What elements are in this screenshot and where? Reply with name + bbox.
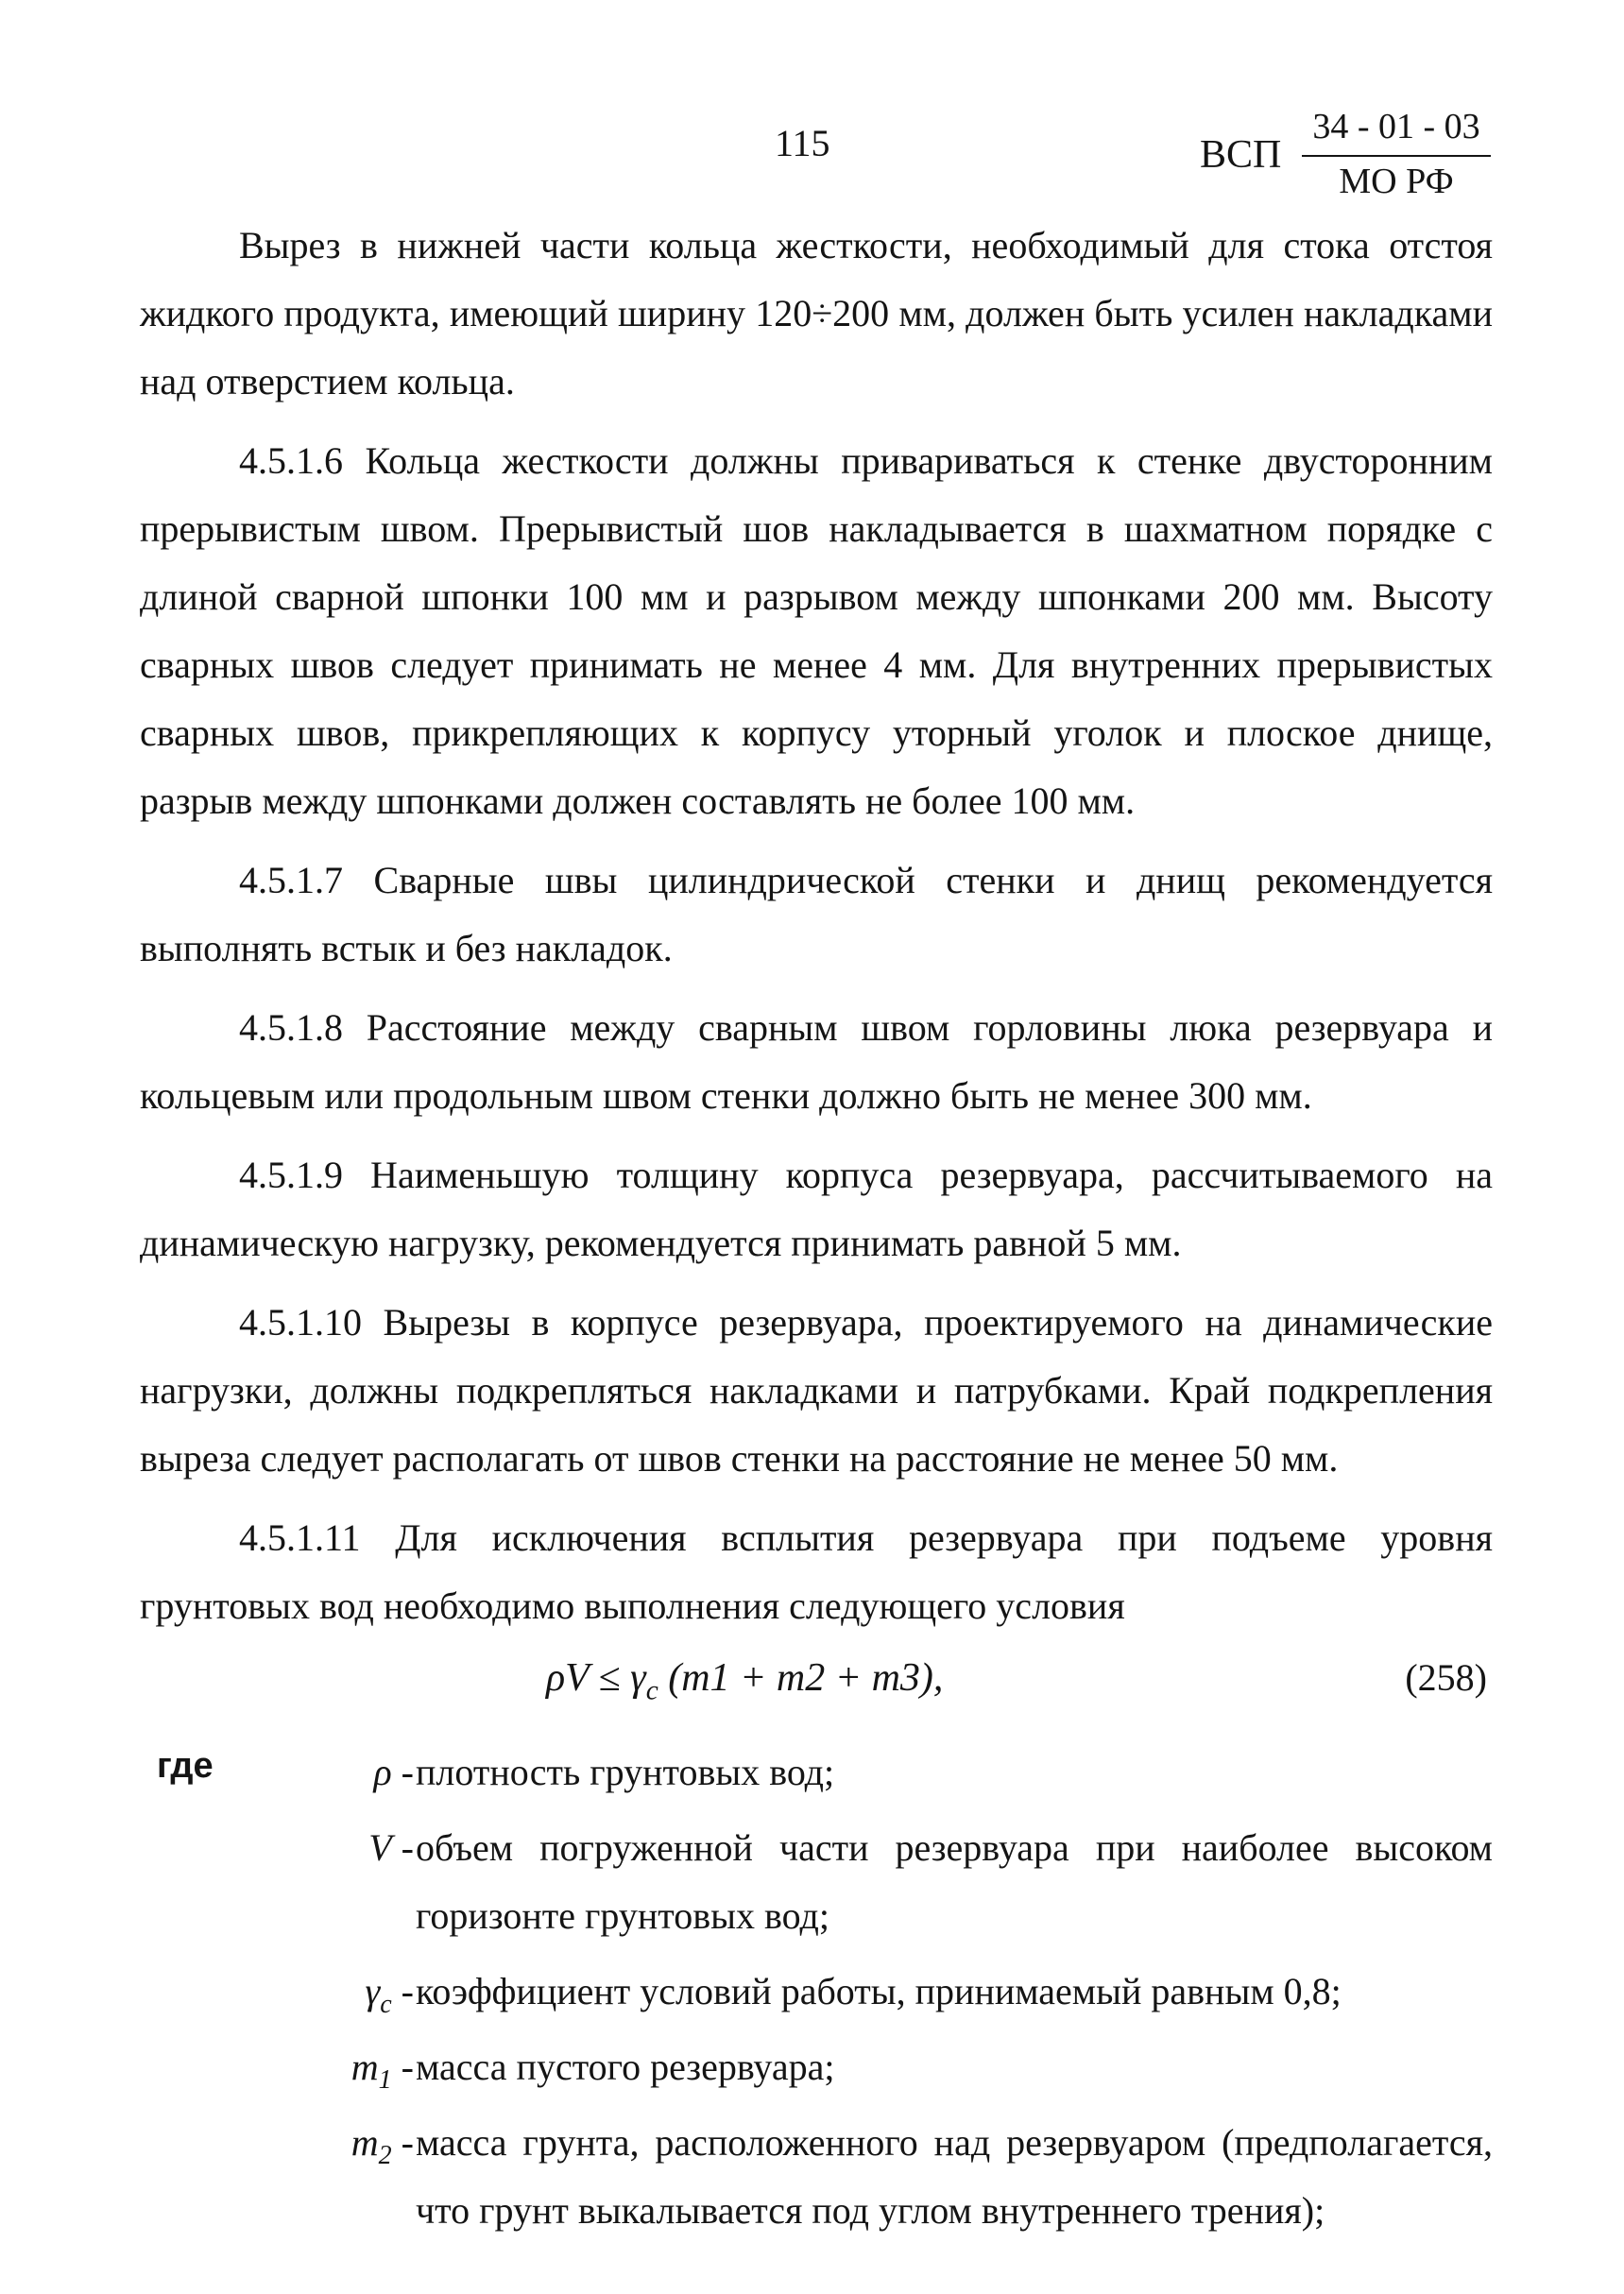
definition-text: коэффициент условий работы, принимаемый равным 0,8;	[416, 1970, 1342, 2012]
formula-number: (258)	[1405, 1656, 1487, 1699]
document-code	[1200, 106, 1512, 210]
definition-text: масса пустого резервуара;	[416, 2046, 835, 2088]
definition-item	[140, 2109, 1493, 2245]
page-number: 115	[775, 122, 830, 164]
doc-prefix: ВСП	[1200, 133, 1282, 177]
definition-text: плотность грунтовых вод;	[416, 1751, 835, 1793]
definition-text: объем погруженной части резервуара при наиболее высоком горизонте грунтовых вод;	[416, 1826, 1493, 1937]
definition-symbol: V -	[368, 1826, 414, 1869]
paragraph-4-5-1-7: 4.5.1.7 Сварные швы цилиндрической стенки и днищ рекомендуется выполнять встык и без накладок.	[140, 859, 1493, 969]
doc-numerator: 34 - 01 - 03	[1312, 107, 1480, 146]
paragraph-4-5-1-9: 4.5.1.9 Наименьшую толщину корпуса резервуара, рассчитываемого на динамическую нагрузку, рекомендуется принимать равной 5 мм.	[140, 1154, 1493, 1264]
definition-symbol: ρ -	[373, 1751, 414, 1793]
formula-rhs: (m1 + m2 + m3),	[668, 1656, 944, 1700]
fraction-line	[1302, 155, 1491, 157]
formula-258	[140, 1650, 1493, 1735]
definition-item	[140, 1814, 1493, 1950]
paragraph-4-5-1-8: 4.5.1.8 Расстояние между сварным швом горловины люка резервуара и кольцевым или продольным швом стенки должно быть не менее 300 мм.	[140, 1006, 1493, 1117]
where-block	[140, 1738, 1493, 2245]
paragraph-4-5-1-11: 4.5.1.11 Для исключения всплытия резервуара при подъеме уровня грунтовых вод необходимо выполнения следующего условия	[140, 1516, 1493, 1627]
definition-item	[140, 2033, 1493, 2101]
formula-gamma-sub: c	[645, 1675, 658, 1706]
definition-symbol: $m_1$ -	[350, 2046, 414, 2095]
definition-symbol: $m_2$ -	[350, 2121, 414, 2170]
paragraph-intro: Вырез в нижней части кольца жесткости, необходимый для стока отстоя жидкого продукта, имеющий ширину 120÷200 мм, должен быть усилен накладками над отверстием кольца.	[140, 224, 1493, 402]
definition-item	[140, 1958, 1493, 2026]
formula-operator: ≤	[598, 1656, 621, 1700]
doc-denominator: МО РФ	[1339, 162, 1454, 201]
formula-lhs: ρV	[546, 1656, 590, 1700]
definition-item	[140, 1738, 1493, 1806]
formula-expression	[546, 1655, 943, 1706]
page-body	[140, 212, 1493, 2252]
formula-gamma: γ	[630, 1656, 646, 1700]
definition-text: масса грунта, расположенного над резервуаром (предполагается, что грунт выкалывается под углом внутреннего трения);	[416, 2121, 1493, 2232]
definition-symbol: $\gamma_c$ -	[365, 1970, 414, 2019]
where-label: где	[157, 1746, 214, 1786]
paragraph-4-5-1-10: 4.5.1.10 Вырезы в корпусе резервуара, проектируемого на динамические нагрузки, должны подкрепляться накладками и патрубками. Край подкрепления выреза следует располагать от швов стенки на расстояние не менее 50 мм.	[140, 1301, 1493, 1480]
paragraph-4-5-1-6: 4.5.1.6 Кольца жесткости должны привариваться к стенке двусторонним прерывистым швом. Прерывистый шов накладывается в шахматном порядке с длиной сварной шпонки 100 мм и разрывом между шпонками 200 мм. Высоту сварных швов следует принимать не менее 4 мм. Для внутренних прерывистых сварных швов, прикрепляющих к корпусу уторный уголок и плоское днище, разрыв между шпонками должен составлять не более 100 мм.	[140, 439, 1493, 822]
